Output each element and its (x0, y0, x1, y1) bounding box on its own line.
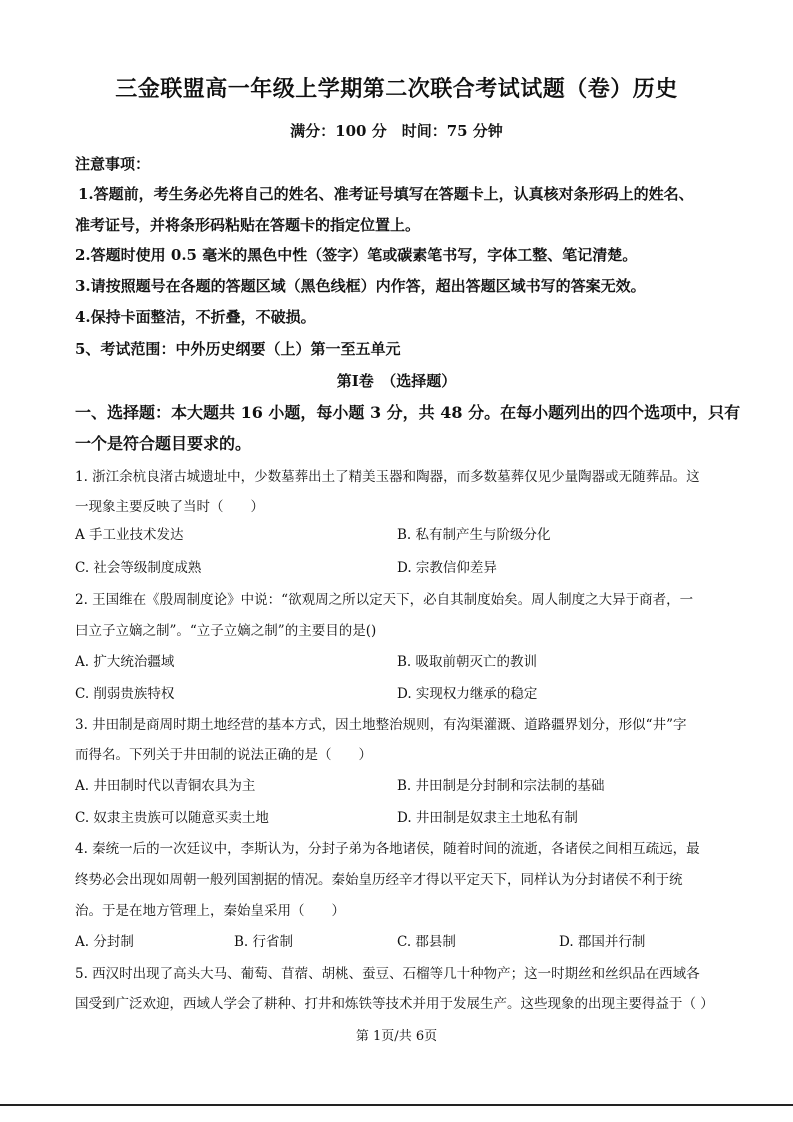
page-title: 三金联盟高一年级上学期第二次联合考试试题（卷）历史 (115, 76, 678, 102)
question-5-text-cont: 国受到广泛欢迎，西域人学会了耕种、打井和炼铁等技术并用于发展生产。这些现象的出现主要得益于（ ） (75, 996, 714, 1012)
exam-meta: 满分：100 分 时间：75 分钟 (290, 122, 503, 140)
question-1-text-cont: 一现象主要反映了当时（ ） (75, 499, 264, 515)
note-item: 4.保持卡面整洁，不折叠，不破损。 (75, 308, 316, 326)
q3-option-a: A. 井田制时代以青铜农具为主 (75, 778, 256, 794)
question-4-text: 4. 秦统一后的一次廷议中，李斯认为，分封子弟为各地诸侯，随着时间的流逝，各诸侯之间相互疏远，最 (75, 841, 700, 857)
note-item: 3.请按照题号在各题的答题区域（黑色线框）内作答，超出答题区域书写的答案无效。 (75, 277, 646, 295)
question-2-text-cont: 曰立子立嫡之制”。“立子立嫡之制”的主要目的是() (75, 623, 377, 639)
question-4-text-cont2: 治。于是在地方管理上，秦始皇采用（ ） (75, 903, 345, 919)
q2-option-b: B. 吸取前朝灭亡的教训 (397, 654, 538, 670)
q4-option-a: A. 分封制 (75, 934, 134, 950)
question-5-text: 5. 西汉时出现了高头大马、葡萄、苜蓿、胡桃、蚕豆、石榴等几十种物产；这一时期丝和丝织品在西域各 (75, 966, 700, 982)
section-intro: 一、选择题：本大题共 16 小题，每小题 3 分，共 48 分。在每小题列出的四个选项中，只有 (75, 403, 741, 422)
page-bottom-rule (0, 1104, 793, 1106)
question-3-text: 3. 井田制是商周时期土地经营的基本方式，因土地整治规则，有沟渠灌溉、道路疆界划分，形似“井”字 (75, 717, 687, 733)
section-intro-cont: 一个是符合题目要求的。 (75, 434, 252, 453)
q4-option-d: D. 郡国并行制 (559, 934, 646, 950)
q3-option-d: D. 井田制是奴隶主土地私有制 (397, 810, 578, 826)
note-item: 5、考试范围：中外历史纲要（上）第一至五单元 (75, 340, 401, 358)
q1-option-c: C. 社会等级制度成熟 (75, 560, 202, 576)
note-item: 2.答题时使用 0.5 毫米的黑色中性（签字）笔或碳素笔书写，字体工整、笔记清楚。 (75, 246, 638, 264)
notes-heading: 注意事项： (75, 155, 151, 173)
question-1-text: 1. 浙江余杭良渚古城遗址中，少数墓葬出土了精美玉器和陶器，而多数墓葬仅见少量陶器或无随葬品。这 (75, 469, 700, 485)
q3-option-c: C. 奴隶主贵族可以随意买卖土地 (75, 810, 269, 826)
question-2-text: 2. 王国维在《殷周制度论》中说：“欲观周之所以定天下，必自其制度始矣。周人制度之大异于商者，一 (75, 592, 694, 608)
q3-option-b: B. 井田制是分封制和宗法制的基础 (397, 778, 605, 794)
note-item: 准考证号，并将条形码粘贴在答题卡的指定位置上。 (75, 216, 421, 234)
note-item: 1.答题前，考生务必先将自己的姓名、准考证号填写在答题卡上，认真核对条形码上的姓名、 (78, 185, 694, 203)
question-4-text-cont: 终势必会出现如周朝一般列国割据的情况。秦始皇历经辛才得以平定天下，同样认为分封诸侯不利于统 (75, 872, 683, 888)
q2-option-c: C. 削弱贵族特权 (75, 686, 175, 702)
q1-option-d: D. 宗教信仰差异 (397, 560, 497, 576)
q2-option-d: D. 实现权力继承的稳定 (397, 686, 538, 702)
q4-option-b: B. 行省制 (234, 934, 294, 950)
q4-option-c: C. 郡县制 (397, 934, 456, 950)
q1-option-a: A 手工业技术发达 (75, 527, 184, 543)
question-3-text-cont: 而得名。下列关于井田制的说法正确的是（ ） (75, 747, 372, 763)
page-number: 第 1页/共 6页 (355, 1029, 438, 1044)
section-heading: 第Ⅰ卷 （选择题） (336, 372, 457, 390)
q1-option-b: B. 私有制产生与阶级分化 (397, 527, 551, 543)
q2-option-a: A. 扩大统治疆域 (75, 654, 175, 670)
